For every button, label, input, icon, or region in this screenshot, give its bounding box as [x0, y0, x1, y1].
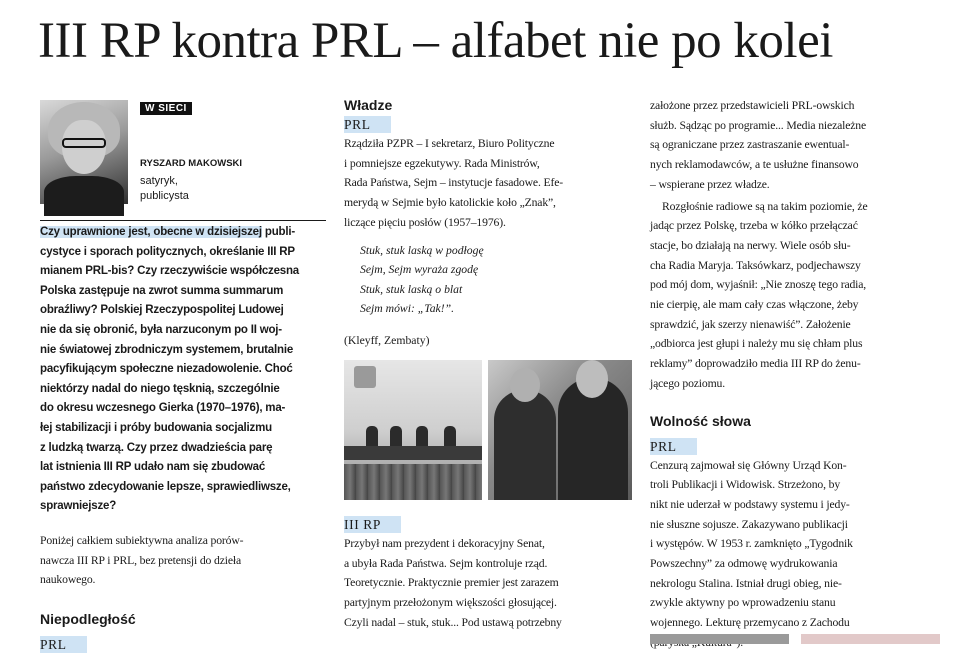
intro-paragraph: Poniżej całkiem subiektywna analiza porów- nawcza III RP i PRL, bez pretensji do dzieła naukowego. — [40, 533, 244, 587]
section-title-niepodleglosc: Niepodległość — [40, 611, 136, 628]
media-paragraph-2: Rozgłośnie radiowe są na takim poziomie, że jadąc przez Polskę, trzeba w kółko przełączać stacje, bo działają na nerwy. Wiele osób słu- cha Radia Maryja. Taksówkarz, podjechawszy pod mój dom, wyjaśnił: „Nie znoszę tego radia, nie cierpię, ale mam cały czas włączone, żeby sprawdzić, jak szerzy nienawiść”. Założenie „odbiorca jest głupi i należy mu się chłam plus reklamy” doprowadziło media III RP do żenu- jącego poziomu. — [650, 199, 868, 390]
photo-iii-rp-politicians — [488, 360, 632, 500]
wolnosc-prl-paragraph: Cenzurą zajmował się Główny Urząd Kon- troli Publikacji i Widowisk. Strzeżono, by nikt nie uderzał w podstawy systemu i jedy- nie słuszne sojusze. Zakazywano publikacji i występów. W 1953 r. zamknięto „Tygodnik Powszechny” za odmowę wydrukowania nekrologu Stalina. Istniał drugi obieg, nie- zwykle aktywny po wprowadzeniu stanu wojennego. Lekturę przemycano z Zachodu — [650, 458, 853, 630]
subheading-iii-rp: III RP — [344, 516, 401, 533]
wladze-iii-rp-paragraph: Przybył nam prezydent i dekoracyjny Senat, a ubyła Rada Państwa. Sejm kontroluje rząd. Teoretycznie. Praktycznie premier jest zarazem partyjnym przełożonym większości głosującej. Czyli nadal – stuk, stuk... Pod ustawą potrzebny — [344, 537, 562, 629]
photo-row — [344, 360, 632, 500]
subheading-prl: PRL — [650, 438, 697, 455]
photo-prl-parliament — [344, 360, 482, 500]
author-photo — [40, 100, 128, 204]
bottom-photo-strip — [650, 634, 940, 644]
column-2 — [344, 96, 632, 633]
column-3 — [650, 96, 940, 653]
subheading-prl: PRL — [344, 116, 391, 133]
author-role: satyryk, publicysta — [140, 175, 189, 202]
column-1 — [40, 96, 326, 654]
subheading-prl: PRL — [40, 636, 87, 653]
lead-paragraph: Czy uprawnione jest, obecne w dzisiejszej publi- cystyce i sporach politycznych, określanie III RP mianem PRL-bis? Czy rzeczywiście współczesna Polska zastępuje na zwrot summa summarum obraźliwy? Polskiej Rzeczypospolitej Ludowej nie da się obronić, była narzuconym po II woj- nie światowej zbrodniczym systemem, brutalnie pacyfikującym społeczne niezadowolenie. Choć niektórzy nadal do niego tęsknią, szczególnie do okresu wczesnego Gierka (1970–1976), ma- łej stabilizacji i próby budowania socjalizmu z ludzką twarzą. Czy przez dwadzieścia parę lat istnienia III RP udało nam się zbudować państwo zdecydowanie lepsze, sprawiedliwsze, sprawniejsze? — [40, 226, 299, 513]
section-title-wladze: Władze — [344, 97, 393, 113]
poem-quote: Stuk, stuk laską w podłogę Sejm, Sejm wyraża zgodę Stuk, stuk laską o blat Sejm mówi: „Tak!”. — [360, 243, 484, 316]
lead-rule — [40, 220, 326, 221]
highlighted-text: Czy uprawnione jest, obecne w dzisiejszej — [40, 226, 262, 238]
author-name: RYSZARD MAKOWSKI — [140, 158, 243, 169]
media-paragraph-1: założone przez przedstawicieli PRL-owskich służb. Sądząc po programie... Media niezależne są ograniczane przez zastraszanie ewentual- nych reklamodawców, a te usłużne finansowo – wspierane przez władze. — [650, 99, 867, 191]
column-tag: W SIECI — [140, 102, 192, 115]
section-title-wolnosc-slowa: Wolność słowa — [650, 412, 751, 429]
author-box — [40, 96, 326, 214]
headline: III RP kontra PRL – alfabet nie po kolei — [38, 13, 833, 69]
poem-credit: (Kleyff, Zembaty) — [344, 333, 430, 347]
wladze-prl-paragraph: Rządziła PZPR – I sekretarz, Biuro Polityczne i pomniejsze egzekutywy. Rada Ministrów, Rada Państwa, Sejm – instytucje fasadowe. Efe- merydą w Sejmie było katolickie koło „Znak”, liczące pięciu posłów (1957–1976). — [344, 137, 563, 229]
